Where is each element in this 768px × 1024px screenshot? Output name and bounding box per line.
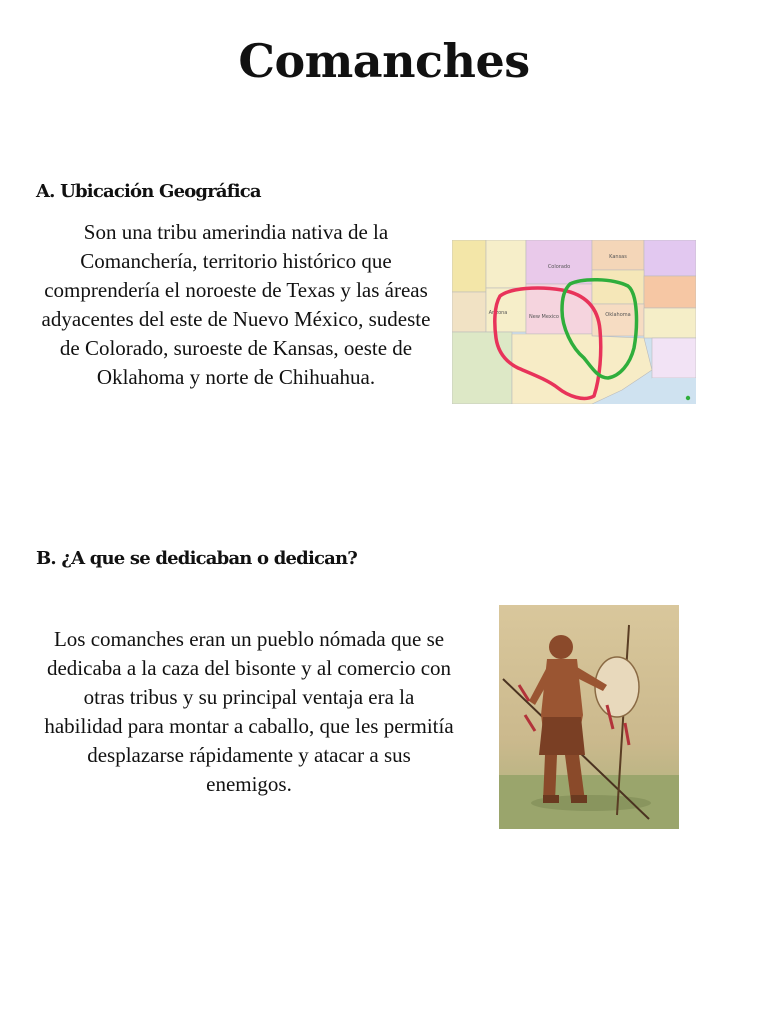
section-b-text: Los comanches eran un pueblo nómada que se dedicaba a la caza del bisonte y al comercio con otras tribus y su principal ventaja era la habilidad para montar a caballo, que les permitía desplazarse rápidamente y atacar a sus enemigos. [44, 627, 454, 796]
section-b-heading: B. ¿A que se dedicaban o dedican? [36, 548, 358, 569]
section-a-heading: A. Ubicación Geográfica [36, 181, 261, 202]
map-label-colorado: Colorado [547, 264, 571, 270]
comancheria-map-image [452, 240, 696, 404]
section-a-text: Son una tribu amerindia nativa de la Comanchería, territorio histórico que comprendería el noroeste de Texas y las áreas adyacentes del este de Nuevo México, sudeste de Colorado, suroeste de Kansas, oeste de Oklahoma y norte de Chihuahua. [41, 220, 431, 389]
map-label-arizona: Arizona [488, 310, 508, 316]
map-label-kansas: Kansas [609, 254, 627, 260]
map-label-oklahoma: Oklahoma [605, 312, 631, 318]
map-label-new-mexico: New Mexico [529, 314, 559, 320]
comanche-warrior-painting [499, 605, 679, 829]
page-title: Comanches [238, 34, 530, 88]
